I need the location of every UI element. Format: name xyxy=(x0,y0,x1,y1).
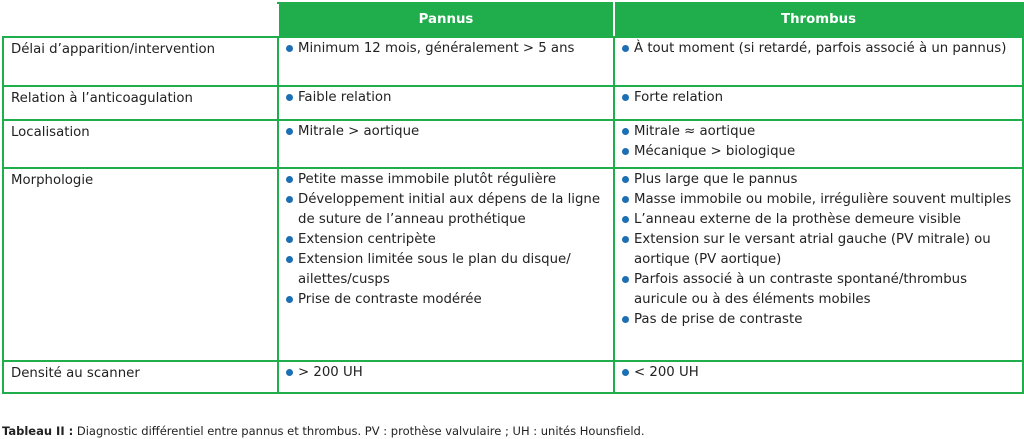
pannus-cell xyxy=(278,37,614,86)
list-item xyxy=(621,190,1016,210)
list-item xyxy=(285,39,607,59)
list-item-text: > 200 UH xyxy=(298,365,363,380)
list-item xyxy=(621,170,1016,190)
thrombus-cell xyxy=(614,168,1023,361)
pannus-cell xyxy=(278,120,614,168)
list-item xyxy=(621,210,1016,230)
list-item-text: L’anneau externe de la prothèse demeure visible xyxy=(634,212,961,227)
table-row xyxy=(3,168,1023,361)
table-row xyxy=(3,120,1023,168)
list-item-text: Forte relation xyxy=(634,90,724,105)
bullet-icon xyxy=(622,176,629,183)
pannus-cell xyxy=(278,361,614,393)
bullet-icon xyxy=(286,176,293,183)
table-row xyxy=(3,37,1023,86)
bullet-icon xyxy=(622,276,629,283)
list-item xyxy=(621,122,1016,142)
row-label: Localisation xyxy=(3,120,278,168)
thrombus-cell xyxy=(614,37,1023,86)
bullet-icon xyxy=(286,256,293,263)
bullet-icon xyxy=(286,128,293,135)
list-item-text: Mécanique > biologique xyxy=(634,144,796,159)
list-item-text: Mitrale > aortique xyxy=(298,124,420,139)
header-corner xyxy=(3,3,278,37)
list-item-text: À tout moment (si retardé, parfois associé à un pannus) xyxy=(634,41,1007,56)
list-item-text: Petite masse immobile plutôt régulière xyxy=(298,172,557,187)
list-item-text: Développement initial aux dépens de la ligne de suture de l’anneau prothétique xyxy=(298,192,601,227)
bullet-icon xyxy=(286,296,293,303)
list-item xyxy=(621,142,1016,162)
bullet-icon xyxy=(622,45,629,52)
caption-label: Tableau II : xyxy=(2,424,74,438)
row-label: Morphologie xyxy=(3,168,278,361)
list-item-text: Plus large que le pannus xyxy=(634,172,798,187)
pannus-cell xyxy=(278,168,614,361)
bullet-icon xyxy=(286,45,293,52)
list-item-text: Extension limitée sous le plan du disque/ ailettes/cusps xyxy=(298,252,571,287)
list-item xyxy=(285,363,607,383)
header-thrombus: Thrombus xyxy=(614,3,1023,37)
bullet-icon xyxy=(622,369,629,376)
list-item-text: Mitrale ≈ aortique xyxy=(634,124,756,139)
list-item xyxy=(285,122,607,142)
list-item-text: Parfois associé à un contraste spontané/thrombus auricule ou à des éléments mobiles xyxy=(634,272,968,307)
table-row xyxy=(3,86,1023,120)
bullet-icon xyxy=(622,196,629,203)
list-item xyxy=(285,230,607,250)
bullet-icon xyxy=(286,369,293,376)
list-item xyxy=(621,230,1016,270)
table-caption xyxy=(2,424,645,438)
row-label: Délai d’apparition/intervention xyxy=(3,37,278,86)
header-row xyxy=(3,3,1023,37)
list-item xyxy=(285,170,607,190)
list-item-text: Extension sur le versant atrial gauche (PV mitrale) ou aortique (PV aortique) xyxy=(634,232,991,267)
pannus-cell xyxy=(278,86,614,120)
bullet-icon xyxy=(286,196,293,203)
bullet-icon xyxy=(286,236,293,243)
bullet-icon xyxy=(622,94,629,101)
thrombus-cell xyxy=(614,120,1023,168)
bullet-icon xyxy=(622,316,629,323)
list-item xyxy=(285,290,607,310)
thrombus-cell xyxy=(614,86,1023,120)
bullet-icon xyxy=(622,148,629,155)
list-item xyxy=(285,88,607,108)
caption-text: Diagnostic différentiel entre pannus et thrombus. PV : prothèse valvulaire ; UH : unités Hounsfield. xyxy=(73,424,645,438)
list-item xyxy=(285,250,607,290)
thrombus-cell xyxy=(614,361,1023,393)
table-row xyxy=(3,361,1023,393)
bullet-icon xyxy=(622,128,629,135)
list-item-text: Minimum 12 mois, généralement > 5 ans xyxy=(298,41,575,56)
list-item xyxy=(621,39,1016,59)
list-item xyxy=(621,310,1016,330)
list-item xyxy=(621,363,1016,383)
list-item-text: Faible relation xyxy=(298,90,392,105)
list-item-text: < 200 UH xyxy=(634,365,699,380)
list-item xyxy=(285,190,607,230)
list-item xyxy=(621,270,1016,310)
row-label: Relation à l’anticoagulation xyxy=(3,86,278,120)
list-item-text: Extension centripète xyxy=(298,232,436,247)
list-item-text: Masse immobile ou mobile, irrégulière souvent multiples xyxy=(634,192,1012,207)
list-item-text: Pas de prise de contraste xyxy=(634,312,803,327)
bullet-icon xyxy=(622,236,629,243)
list-item-text: Prise de contraste modérée xyxy=(298,292,482,307)
header-pannus: Pannus xyxy=(278,3,614,37)
row-label: Densité au scanner xyxy=(3,361,278,393)
bullet-icon xyxy=(622,216,629,223)
list-item xyxy=(621,88,1016,108)
bullet-icon xyxy=(286,94,293,101)
differential-table xyxy=(2,2,1024,394)
